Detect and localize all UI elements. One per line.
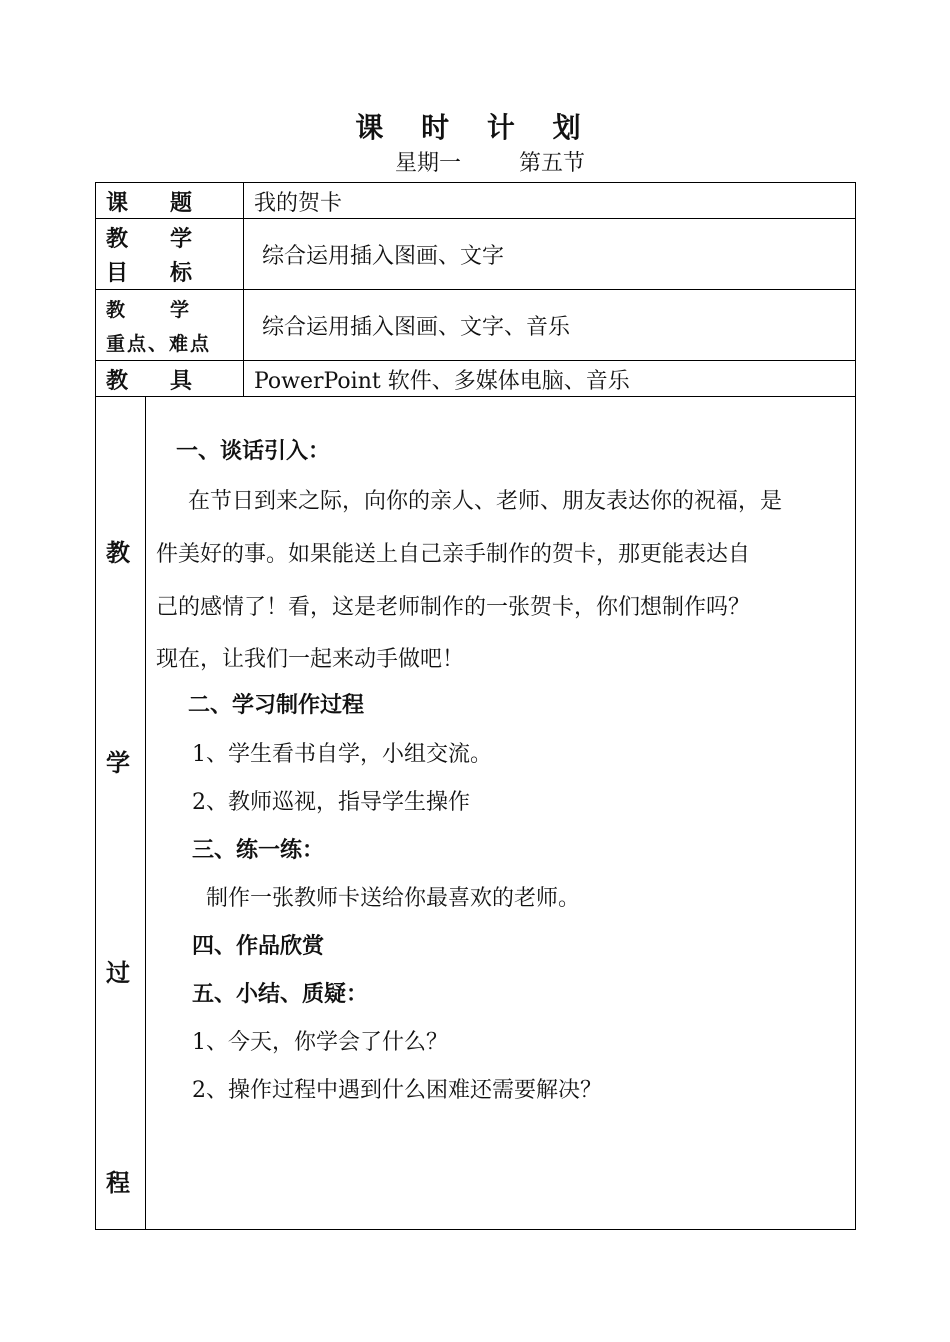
process-label-char-2: 学 [106,748,130,777]
section-5-heading: 五、小结、质疑： [192,981,369,1007]
topic-label [96,183,244,218]
key-label-b: 学 [170,299,190,321]
key-points-label [96,290,244,360]
tools-label-a: 教 [106,368,129,394]
process-label [96,396,146,1229]
goal-row [96,219,855,290]
process-content [146,396,855,1229]
process-label-char-4: 程 [106,1168,130,1197]
key-points-row [96,290,855,361]
section-4-heading: 四、作品欣赏 [192,933,325,959]
goal-label-c: 目 [106,260,129,286]
section-1-heading: 一、谈话引入： [176,438,331,464]
lesson-plan-table [95,182,856,1230]
section-2-item-2: 2、教师巡视，指导学生操作 [192,790,470,815]
goal-value [244,219,855,289]
schedule-info [395,150,585,178]
tools-text: PowerPoint 软件、多媒体电脑、音乐 [254,369,630,394]
section-1-line-1: 在节日到来之际，向你的亲人、老师、朋友表达你的祝福，是 [188,489,783,514]
key-label-a: 教 [106,299,126,321]
goal-text: 综合运用插入图画、文字 [262,244,505,269]
tools-value [244,361,855,396]
section-3-item-1: 制作一张教师卡送给你最喜欢的老师。 [206,886,581,911]
process-label-char-3: 过 [106,958,130,987]
page-title: 课 时 计 划 [355,111,595,144]
section-3-heading: 三、练一练： [192,837,325,863]
goal-label-d: 标 [170,260,193,286]
key-label-c: 重点、难点 [106,333,212,355]
goal-label-b: 学 [170,226,193,252]
topic-value [244,183,855,218]
section-2-heading: 二、学习制作过程 [188,692,365,718]
process-label-char-1: 教 [106,538,130,567]
goal-label [96,219,244,289]
section-5-item-2: 2、操作过程中遇到什么困难还需要解决？ [192,1078,602,1103]
tools-label [96,361,244,396]
key-points-text: 综合运用插入图画、文字、音乐 [262,315,571,340]
tools-label-b: 具 [170,368,193,394]
section-2-item-1: 1、学生看书自学，小组交流。 [192,742,492,767]
topic-label-a: 课 [106,190,129,216]
topic-label-b: 题 [170,190,193,216]
period: 第五节 [519,151,586,176]
section-1-line-2: 件美好的事。如果能送上自己亲手制作的贺卡，那更能表达自 [156,542,751,567]
key-points-value [244,290,855,360]
goal-label-a: 教 [106,226,129,252]
section-1-line-4: 现在，让我们一起来动手做吧！ [156,647,465,672]
topic-text: 我的贺卡 [254,191,343,216]
section-5-item-1: 1、今天，你学会了什么？ [192,1030,448,1055]
tools-row [96,361,855,397]
topic-row [96,183,855,219]
weekday: 星期一 [395,151,462,176]
section-1-line-3: 己的感情了！看，这是老师制作的一张贺卡，你们想制作吗？ [156,595,751,620]
